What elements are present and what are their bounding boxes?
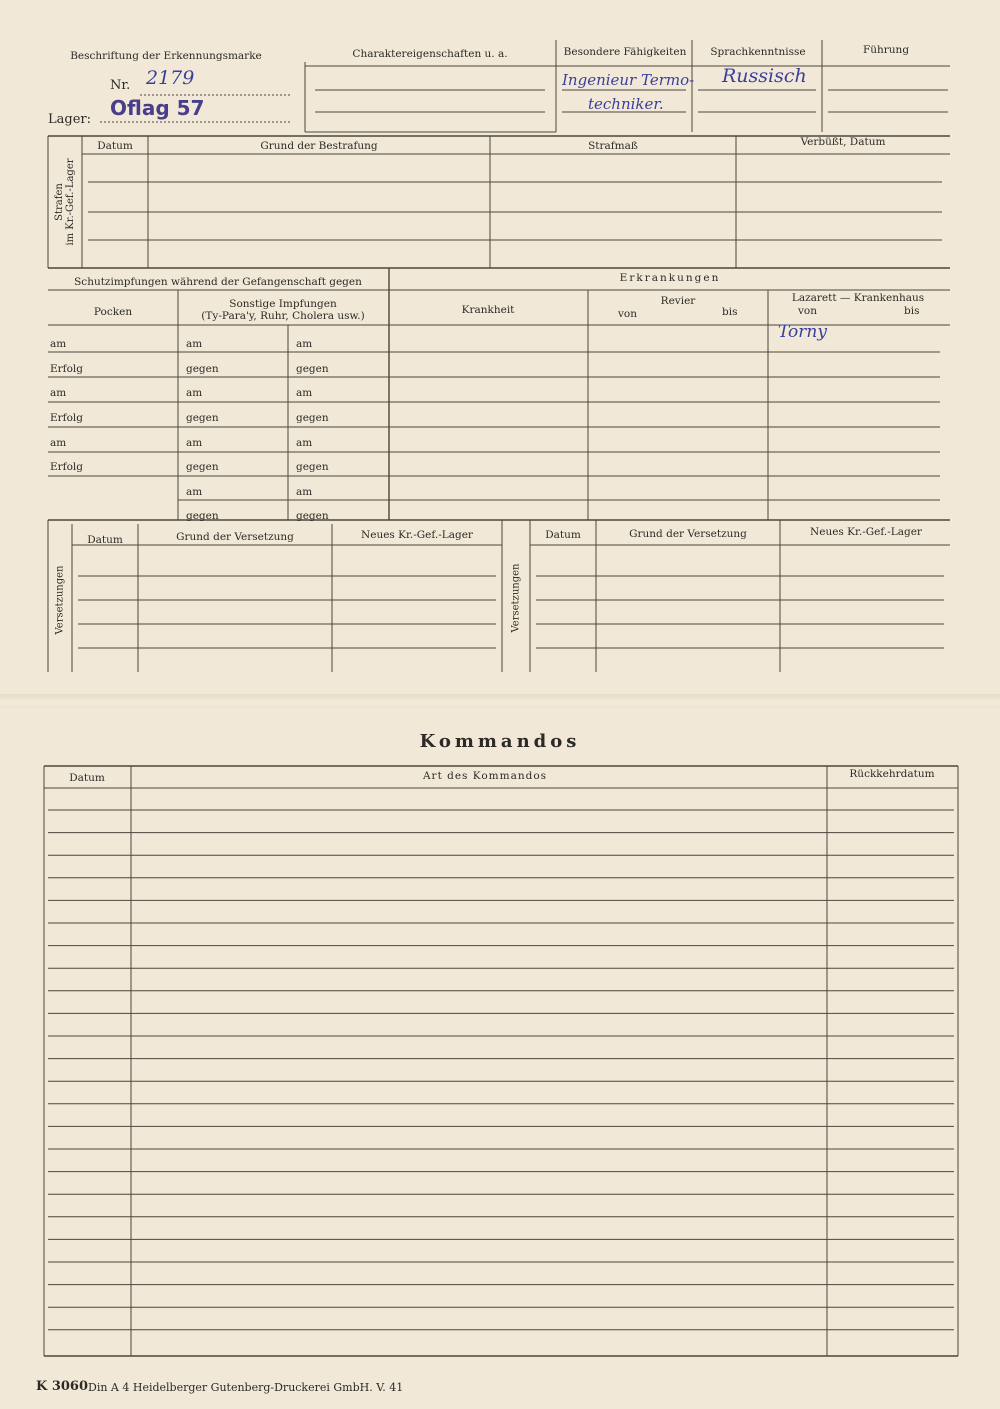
nr-value: 2179 [146,67,195,89]
strafen-col-datum: Datum [97,140,133,152]
pocken-row-5: am [50,437,67,449]
strafen-col-grund: Grund der Bestrafung [260,140,378,152]
sonstige-label-1: Sonstige Impfungen [229,298,337,310]
sonstige-b-row-5: am [296,437,313,449]
strafen-side-label: Strafen im Kr.-Gef.-Lager [54,158,76,246]
sonstige-b-row-4: gegen [296,412,329,424]
pocken-row-1: am [50,338,67,350]
beschriftung-label: Beschriftung der Erkennungsmarke [70,50,262,62]
fuehrung-label: Führung [862,44,910,56]
versetzung-l-col-lager: Neues Kr.-Gef.-Lager [361,529,473,541]
pocken-row-2: Erfolg [50,363,83,375]
kommandos-col-rueckkehr: Rückkehrdatum [849,768,935,780]
sonstige-b-row-3: am [296,387,313,399]
form-number: K 3060 [36,1379,89,1394]
erkrankungen-title: Erkrankungen [619,272,721,284]
sonstige-a-row-4: gegen [186,412,219,424]
versetzung-l-col-datum: Datum [87,534,123,546]
sonstige-b-row-2: gegen [296,363,329,375]
revier-label: Revier [660,295,696,307]
strafen-col-verbuesst: Verbüßt, Datum [800,136,886,148]
revier-bis-label: bis [722,306,738,318]
lager-label: Lager: [48,112,91,127]
sonstige-a-row-2: gegen [186,363,219,375]
sonstige-b-row-7: am [296,486,313,498]
lager-stamp: Oflag 57 [110,96,205,120]
printer-imprint: Din A 4 Heidelberger Gutenberg-Druckerei GmbH. V. 41 [88,1381,404,1394]
sonstige-b-row-1: am [296,338,313,350]
faehigkeiten-value-2: techniker. [588,95,664,113]
lazarett-handwritten: Torny [778,322,827,342]
sonstige-a-row-6: gegen [186,461,219,473]
charakter-label: Charaktereigenschaften u. a. [352,48,508,60]
strafen-col-strafmass: Strafmaß [588,140,638,152]
revier-von-label: von [618,308,638,320]
lazarett-bis-label: bis [904,305,920,317]
versetzung-r-col-grund: Grund der Versetzung [629,528,747,540]
versetzungen-side-label-right: Versetzungen [510,563,522,633]
sprachkenntnisse-label: Sprachkenntnisse [710,46,806,58]
faehigkeiten-label: Besondere Fähigkeiten [563,46,687,58]
pocken-label: Pocken [93,306,133,318]
sonstige-b-row-6: gegen [296,461,329,473]
sonstige-a-row-1: am [186,338,203,350]
kommandos-col-datum: Datum [69,772,105,784]
kommandos-col-art: Art des Kommandos [422,770,548,782]
lazarett-label: Lazarett — Krankenhaus [791,292,925,304]
sonstige-label-2: (Ty-Para'y, Ruhr, Cholera usw.) [201,310,365,322]
sprachkenntnisse-value: Russisch [722,65,807,87]
faehigkeiten-value-1: Ingenieur Termo- [562,71,695,89]
lazarett-von-label: von [798,305,818,317]
nr-label: Nr. [110,78,131,93]
sonstige-b-row-8: gegen [296,510,329,522]
pocken-row-4: Erfolg [50,412,83,424]
versetzung-l-col-grund: Grund der Versetzung [176,531,294,543]
sonstige-a-row-7: am [186,486,203,498]
pocken-row-3: am [50,387,67,399]
versetzungen-side-label-left: Versetzungen [54,565,66,635]
pocken-row-6: Erfolg [50,461,83,473]
kommandos-title: Kommandos [419,731,581,752]
sonstige-a-row-5: am [186,437,203,449]
impfungen-title: Schutzimpfungen während der Gefangenschaft gegen [74,276,362,288]
krankheit-label: Krankheit [461,304,515,316]
versetzung-r-col-lager: Neues Kr.-Gef.-Lager [810,526,922,538]
sonstige-a-row-8: gegen [186,510,219,522]
sonstige-a-row-3: am [186,387,203,399]
versetzung-r-col-datum: Datum [545,529,581,541]
